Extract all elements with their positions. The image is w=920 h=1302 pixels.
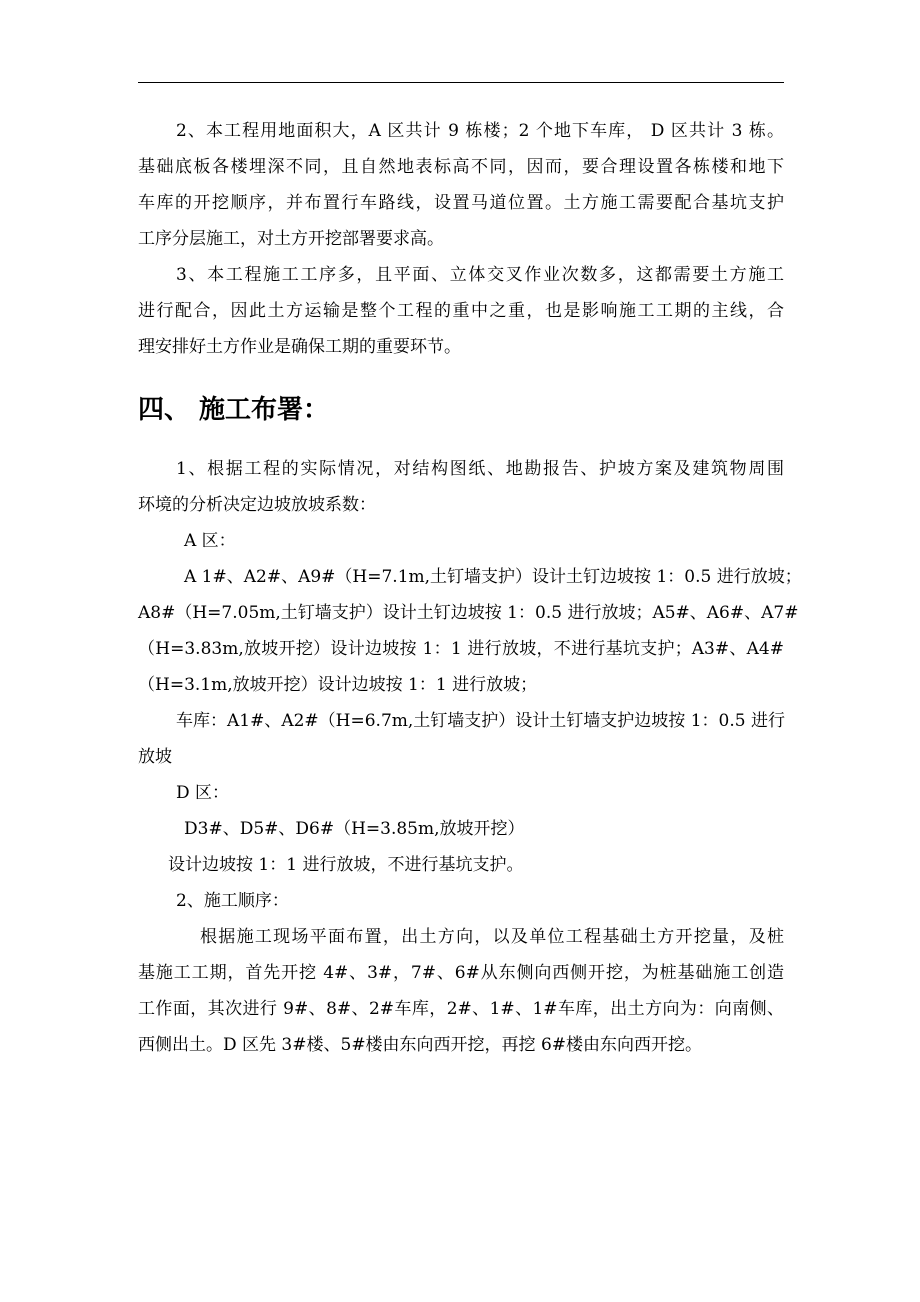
sequence-line-2: 基施工工期，首先开挖 4#、3#，7#、6#从东侧向西侧开挖，为桩基础施工创造 <box>138 963 784 983</box>
sequence-line-1: 根据施工现场平面布置，出土方向，以及单位工程基础土方开挖量，及桩 <box>200 927 784 947</box>
item-1-line-1: 1、根据工程的实际情况，对结构图纸、地勘报告、护坡方案及建筑物周围 <box>176 459 784 479</box>
header-rule <box>138 82 784 83</box>
zone-d-line-1: D3#、D5#、D6#（H=3.85m,放坡开挖） <box>184 819 525 839</box>
paragraph-2-line-3: 车库的开挖顺序，并布置行车路线，设置马道位置。土方施工需要配合基坑支护 <box>138 193 784 213</box>
section-heading: 四、 施工布署： <box>138 395 330 425</box>
zone-a-line-3: （H=3.83m,放坡开挖）设计边坡按 1：1 进行放坡，不进行基坑支护；A3#、A4# <box>138 639 784 659</box>
item-1-line-2: 环境的分析决定边坡放坡系数： <box>138 495 376 515</box>
zone-a-line-2: A8#（H=7.05m,土钉墙支护）设计土钉边坡按 1：0.5 进行放坡；A5#、A6#、A7# <box>138 603 799 623</box>
paragraph-3-line-1: 3、本工程施工工序多，且平面、立体交叉作业次数多，这都需要土方施工 <box>176 265 784 285</box>
sequence-line-3: 工作面，其次进行 9#、8#、2#车库，2#、1#、1#车库，出土方向为：向南侧、 <box>138 999 784 1019</box>
zone-d-line-2: 设计边坡按 1：1 进行放坡，不进行基坑支护。 <box>168 855 524 875</box>
garage-line-2: 放坡 <box>138 747 172 767</box>
item-2-label: 2、施工顺序： <box>176 891 289 911</box>
paragraph-2-line-4: 工序分层施工，对土方开挖部署要求高。 <box>138 229 444 249</box>
zone-d-label: D 区： <box>176 783 230 803</box>
zone-a-label: A 区： <box>184 531 236 551</box>
sequence-line-4: 西侧出土。D 区先 3#楼、5#楼由东向西开挖，再挖 6#楼由东向西开挖。 <box>138 1035 703 1055</box>
paragraph-2-line-2: 基础底板各楼埋深不同，且自然地表标高不同，因而，要合理设置各栋楼和地下 <box>138 157 784 177</box>
zone-a-line-1: A 1#、A2#、A9#（H=7.1m,土钉墙支护）设计土钉边坡按 1：0.5 进行放坡； <box>184 567 802 587</box>
garage-line-1: 车库：A1#、A2#（H=6.7m,土钉墙支护）设计土钉墙支护边坡按 1：0.5 进行 <box>176 711 785 731</box>
paragraph-3-line-3: 理安排好土方作业是确保工期的重要环节。 <box>138 337 461 357</box>
paragraph-3-line-2: 进行配合，因此土方运输是整个工程的重中之重，也是影响施工工期的主线，合 <box>138 301 784 321</box>
zone-a-line-4: （H=3.1m,放坡开挖）设计边坡按 1：1 进行放坡； <box>138 675 538 695</box>
paragraph-2-line-1: 2、本工程用地面积大，A 区共计 9 栋楼；2 个地下车库， D 区共计 3 栋。 <box>176 121 784 141</box>
